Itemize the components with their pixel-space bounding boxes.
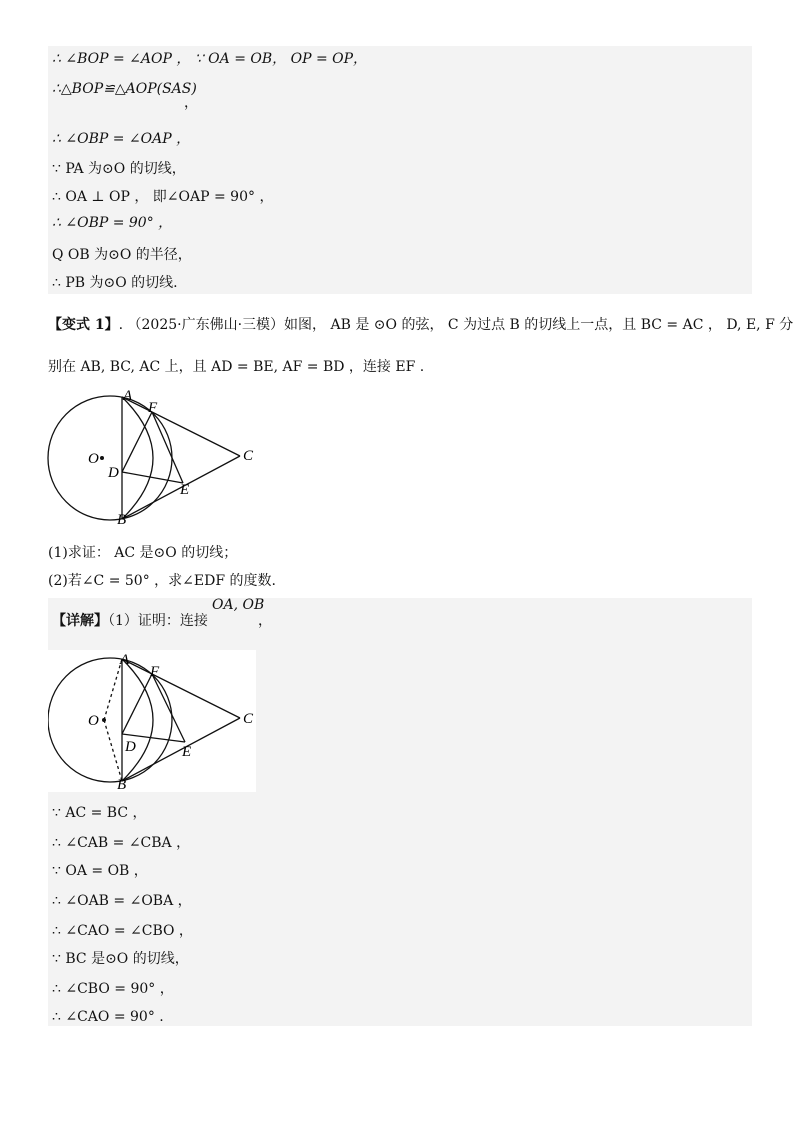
line-bc-2 bbox=[122, 718, 240, 781]
solution-intro-text: （1）证明：连接 bbox=[108, 613, 208, 629]
proof-line-5: ∴ OA ⊥ OP ， 即∠OAP = 90° ， bbox=[52, 189, 274, 205]
line-fd-2 bbox=[122, 674, 152, 734]
solution-intro-end: ， bbox=[258, 613, 272, 629]
question-1: (1)求证： AC 是⊙O 的切线； bbox=[48, 545, 238, 561]
label-c-2: C bbox=[243, 711, 254, 727]
solution-step-6: ∵ BC 是⊙O 的切线， bbox=[52, 951, 189, 967]
label-f: F bbox=[148, 400, 158, 416]
problem-figure-svg bbox=[44, 388, 264, 528]
radius-oa bbox=[104, 659, 122, 720]
problem-line-1 bbox=[48, 316, 793, 334]
label-f-2: F bbox=[150, 664, 160, 680]
proof-line-6: ∴ ∠OBP = 90° ， bbox=[52, 215, 173, 231]
proof-line-2 bbox=[52, 80, 197, 98]
arc-inner-2 bbox=[122, 659, 153, 781]
label-c: C bbox=[243, 448, 254, 464]
solution-intro bbox=[52, 612, 208, 630]
solution-figure bbox=[48, 650, 256, 792]
problem-figure bbox=[44, 388, 264, 532]
label-b-2: B bbox=[117, 777, 127, 792]
radius-ob bbox=[104, 720, 122, 781]
solution-intro-math: OA, OB bbox=[212, 597, 265, 613]
label-b: B bbox=[117, 512, 127, 528]
solution-step-2: ∴ ∠CAB = ∠CBA ， bbox=[52, 835, 191, 851]
problem-line-2: 别在 AB, BC, AC 上，且 AD = BE, AF = BD ，连接 EF . bbox=[48, 359, 425, 375]
proof-line-8: ∴ PB 为⊙O 的切线. bbox=[52, 275, 178, 291]
solution-step-5: ∴ ∠CAO = ∠CBO ， bbox=[52, 923, 193, 939]
solution-step-4: ∴ ∠OAB = ∠OBA ， bbox=[52, 893, 192, 909]
label-e-2: E bbox=[182, 744, 192, 760]
label-d: D bbox=[108, 465, 119, 481]
problem-label: 【变式 1】 bbox=[48, 317, 119, 333]
line-fe bbox=[152, 412, 183, 483]
solution-label: 【详解】 bbox=[52, 613, 108, 629]
solution-step-3: ∵ OA = OB ， bbox=[52, 863, 148, 879]
label-o: O bbox=[88, 451, 99, 467]
center-dot bbox=[100, 456, 104, 460]
solution-figure-svg bbox=[48, 650, 256, 792]
label-a-2: A bbox=[120, 652, 130, 668]
question-2: (2)若∠C = 50° ，求∠EDF 的度数. bbox=[48, 573, 276, 589]
proof-line-7: Q OB 为⊙O 的半径， bbox=[52, 247, 192, 263]
label-e: E bbox=[180, 482, 190, 498]
label-o-2: O bbox=[88, 713, 99, 729]
center-dot-2 bbox=[102, 718, 106, 722]
line-fe-2 bbox=[152, 674, 185, 742]
proof-line-3: ∴ ∠OBP = ∠OAP ， bbox=[52, 131, 191, 147]
problem-text-1: . （2025·广东佛山·三模）如图， AB 是 ⊙O 的弦， C 为过点 B 的切线上一点，且 BC = AC ， D, E, F 分 bbox=[118, 317, 794, 333]
solution-step-1: ∵ AC = BC ， bbox=[52, 805, 147, 821]
line-ac bbox=[122, 397, 240, 456]
solution-step-7: ∴ ∠CBO = 90° ， bbox=[52, 981, 174, 997]
solution-step-8: ∴ ∠CAO = 90° . bbox=[52, 1009, 164, 1025]
line-ac-2 bbox=[122, 659, 240, 718]
line-de bbox=[122, 472, 183, 483]
proof-line-1: ∴ ∠BOP = ∠AOP ， ∵ OA = OB， OP = OP， bbox=[52, 51, 368, 67]
line-fd bbox=[122, 412, 152, 472]
label-a: A bbox=[123, 388, 133, 404]
label-d-2: D bbox=[125, 739, 136, 755]
proof-line-2-text: ∴△BOP≌△AOP(SAS) bbox=[52, 81, 197, 97]
proof-line-4: ∵ PA 为⊙O 的切线， bbox=[52, 161, 186, 177]
proof-line-2b: ， bbox=[184, 95, 198, 111]
